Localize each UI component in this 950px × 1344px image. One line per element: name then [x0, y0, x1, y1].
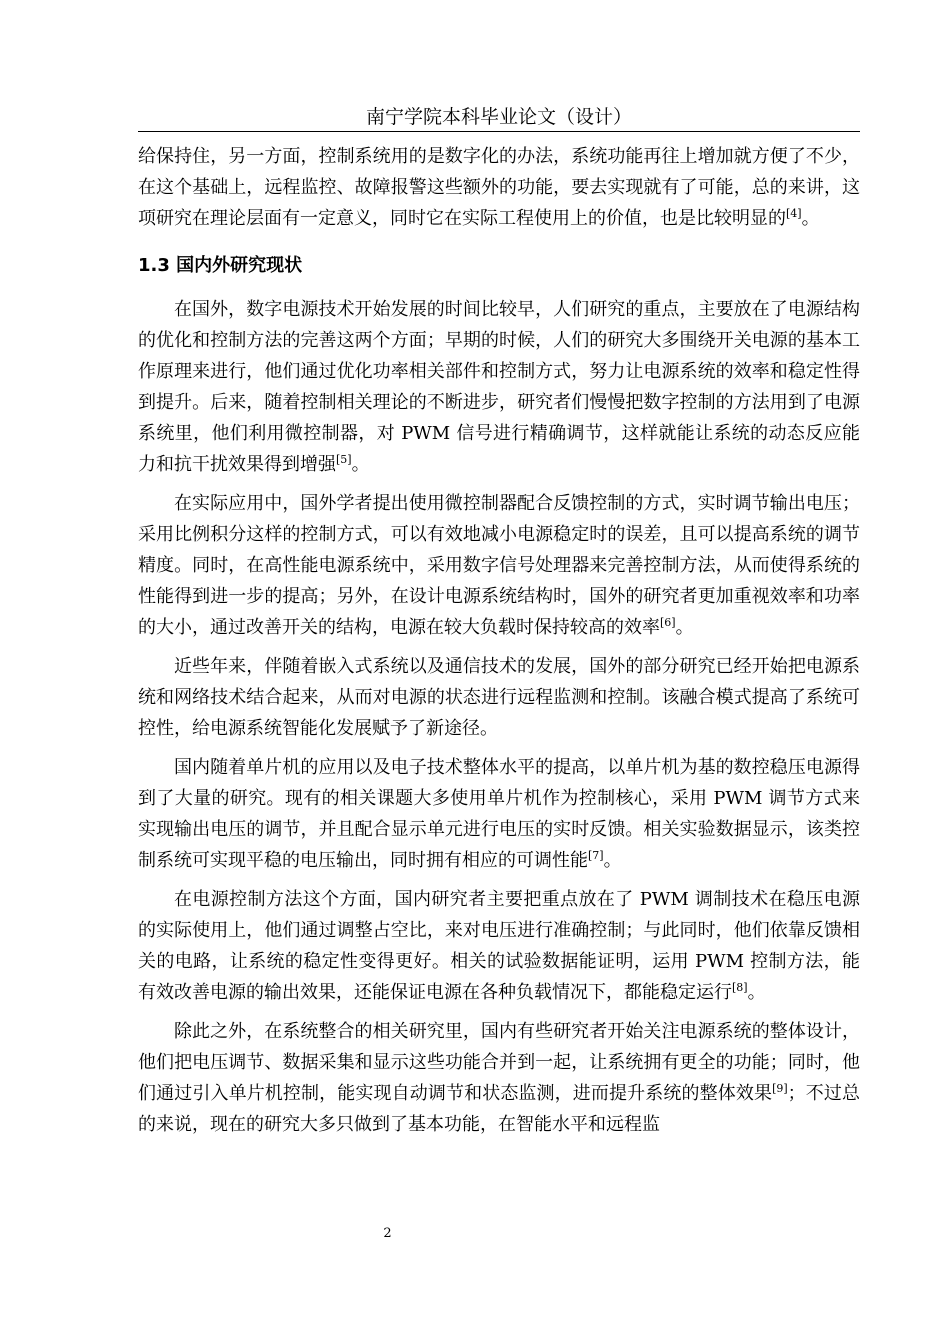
paragraph: 除此之外，在系统整合的相关研究里，国内有些研究者开始关注电源系统的整体设计，他们把电压调节、数据采集和显示这些功能合并到一起，让系统拥有更全的功能；同时，他们通过引入单片机控制，能实现自动调节和状态监测，进而提升系统的整体效果[9]；不过总的来说，现在的研究大多只做到了基本功能，在智能水平和远程监	[138, 1021, 861, 1135]
paragraph-continued: 给保持住，另一方面，控制系统用的是数字化的办法，系统功能再往上增加就方便了不少，在这个基础上，远程监控、故障报警这些额外的功能，要去实现就有了可能，总的来讲，这项研究在理论层面有一定意义，同时它在实际工程使用上的价值，也是比较明显的[4]。	[138, 146, 860, 229]
paragraph: 在实际应用中，国外学者提出使用微控制器配合反馈控制的方式，实时调节输出电压；采用比例积分这样的控制方式，可以有效地减小电源稳定时的误差，且可以提高系统的调节精度。同时，在高性能电源系统中，采用数字信号处理器来完善控制方法，从而使得系统的性能得到进一步的提高；另外，在设计电源系统结构时，国外的研究者更加重视效率和功率的大小，通过改善开关的结构，电源在较大负载时保持较高的效率[6]。	[138, 493, 860, 638]
paragraph: 国内随着单片机的应用以及电子技术整体水平的提高，以单片机为基的数控稳压电源得到了大量的研究。现有的相关课题大多使用单片机作为控制核心，采用 PWM 调节方式来实现输出电压的调节，并且配合显示单元进行电压的实时反馈。相关实验数据显示，该类控制系统可实现平稳的电压输出，同时拥有相应的可调性能[7]。	[138, 757, 860, 871]
citation: [5]	[336, 453, 352, 466]
paragraph: 在国外，数字电源技术开始发展的时间比较早，人们研究的重点，主要放在了电源结构的优化和控制方法的完善这两个方面；早期的时候，人们的研究大多围绕开关电源的基本工作原理来进行，他们通过优化功率相关部件和控制方式，努力让电源系统的效率和稳定性得到提升。后来，随着控制相关理论的不断进步，研究者们慢慢把数字控制的方法用到了电源系统里，他们利用微控制器，对 PWM 信号进行精确调节，这样就能让系统的动态反应能力和抗干扰效果得到增强[5]。	[138, 299, 860, 475]
section-heading: 1.3 国内外研究现状	[138, 255, 303, 276]
citation: [8]	[732, 981, 748, 994]
citation: [7]	[588, 849, 604, 862]
page-number: 2	[383, 1226, 392, 1241]
citation: [6]	[660, 616, 676, 629]
page-header-title: 南宁学院本科毕业论文（设计）	[365, 106, 632, 128]
citation: [9]	[772, 1082, 788, 1095]
page-body	[138, 141, 860, 1148]
paragraph: 在电源控制方法这个方面，国内研究者主要把重点放在了 PWM 调制技术在稳压电源的实际使用上，他们通过调整占空比，来对电压进行准确控制；与此同时，他们依靠反馈相关的电路，让系统的稳定性变得更好。相关的试验数据能证明，运用 PWM 控制方法，能有效改善电源的输出效果，还能保证电源在各种负载情况下，都能稳定运行[8]。	[138, 889, 860, 1003]
header-rule	[138, 131, 860, 132]
citation: [4]	[786, 207, 802, 220]
paragraph: 近些年来，伴随着嵌入式系统以及通信技术的发展，国外的部分研究已经开始把电源系统和网络技术结合起来，从而对电源的状态进行远程监测和控制。该融合模式提高了系统可控性，给电源系统智能化发展赋予了新途径。	[138, 656, 860, 739]
